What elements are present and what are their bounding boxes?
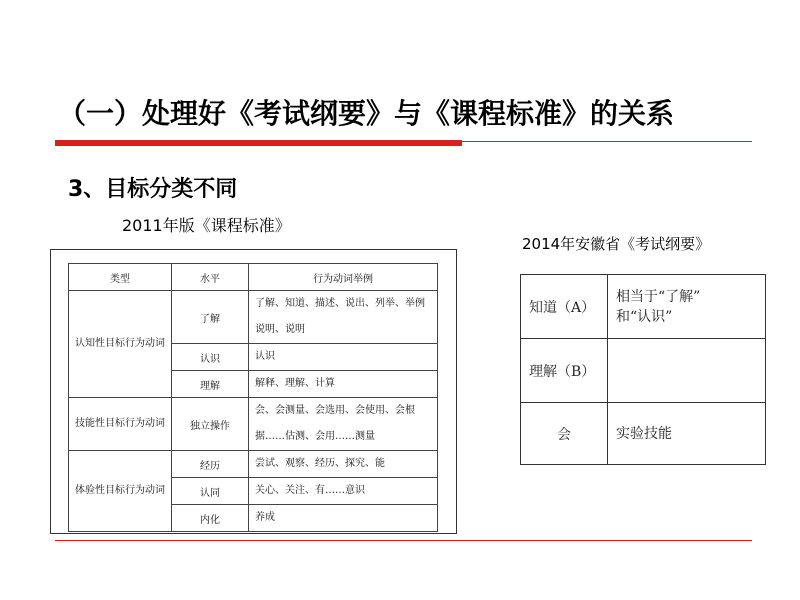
level-cell: 经历 (172, 451, 249, 478)
level-label-cell: 理解（B） (521, 339, 608, 403)
footer-rule (55, 540, 752, 541)
type-cell: 技能性目标行为动词 (69, 398, 172, 451)
table-row (521, 339, 766, 403)
exam-outline-table (520, 274, 766, 465)
verbs-cell: 养成 (249, 505, 438, 532)
table-row (69, 291, 438, 344)
level-cell: 认识 (172, 344, 249, 371)
table-row (521, 275, 766, 339)
description-cell (608, 275, 766, 339)
header-verbs: 行为动词举例 (249, 264, 438, 291)
header-type: 类型 (69, 264, 172, 291)
level-cell: 独立操作 (172, 398, 249, 451)
description-cell (608, 339, 766, 403)
description-line: 和“认识” (616, 308, 673, 325)
section-subtitle: 3、目标分类不同 (68, 177, 238, 202)
header-level: 水平 (172, 264, 249, 291)
level-cell: 内化 (172, 505, 249, 532)
table-header-row (69, 264, 438, 291)
table-row (69, 398, 438, 451)
verbs-cell: 会、会测量、会选用、会使用、会根据……估测、会用……测量 (249, 398, 438, 451)
title-underline-thick (55, 140, 462, 146)
left-table-caption: 2011年版《课程标准》 (122, 216, 291, 235)
level-cell: 理解 (172, 371, 249, 398)
verbs-cell: 了解、知道、描述、说出、列举、举例说明、说明 (249, 291, 438, 344)
level-label-cell: 知道（A） (521, 275, 608, 339)
description-line: 相当于“了解” (616, 288, 701, 305)
page-title: （一）处理好《考试纲要》与《课程标准》的关系 (58, 97, 675, 130)
verbs-cell: 尝试、观察、经历、探究、能 (249, 451, 438, 478)
verbs-cell: 关心、关注、有……意识 (249, 478, 438, 505)
level-cell: 认同 (172, 478, 249, 505)
table-row (69, 451, 438, 478)
curriculum-standard-table (68, 263, 438, 532)
level-label-cell: 会 (521, 403, 608, 465)
level-cell: 了解 (172, 291, 249, 344)
type-cell: 体验性目标行为动词 (69, 451, 172, 532)
title-underline-thin (462, 141, 752, 142)
description-cell: 实验技能 (608, 403, 766, 465)
right-table-caption: 2014年安徽省《考试纲要》 (522, 235, 711, 253)
table-row (521, 403, 766, 465)
verbs-cell: 解释、理解、计算 (249, 371, 438, 398)
type-cell: 认知性目标行为动词 (69, 291, 172, 398)
verbs-cell: 认识 (249, 344, 438, 371)
